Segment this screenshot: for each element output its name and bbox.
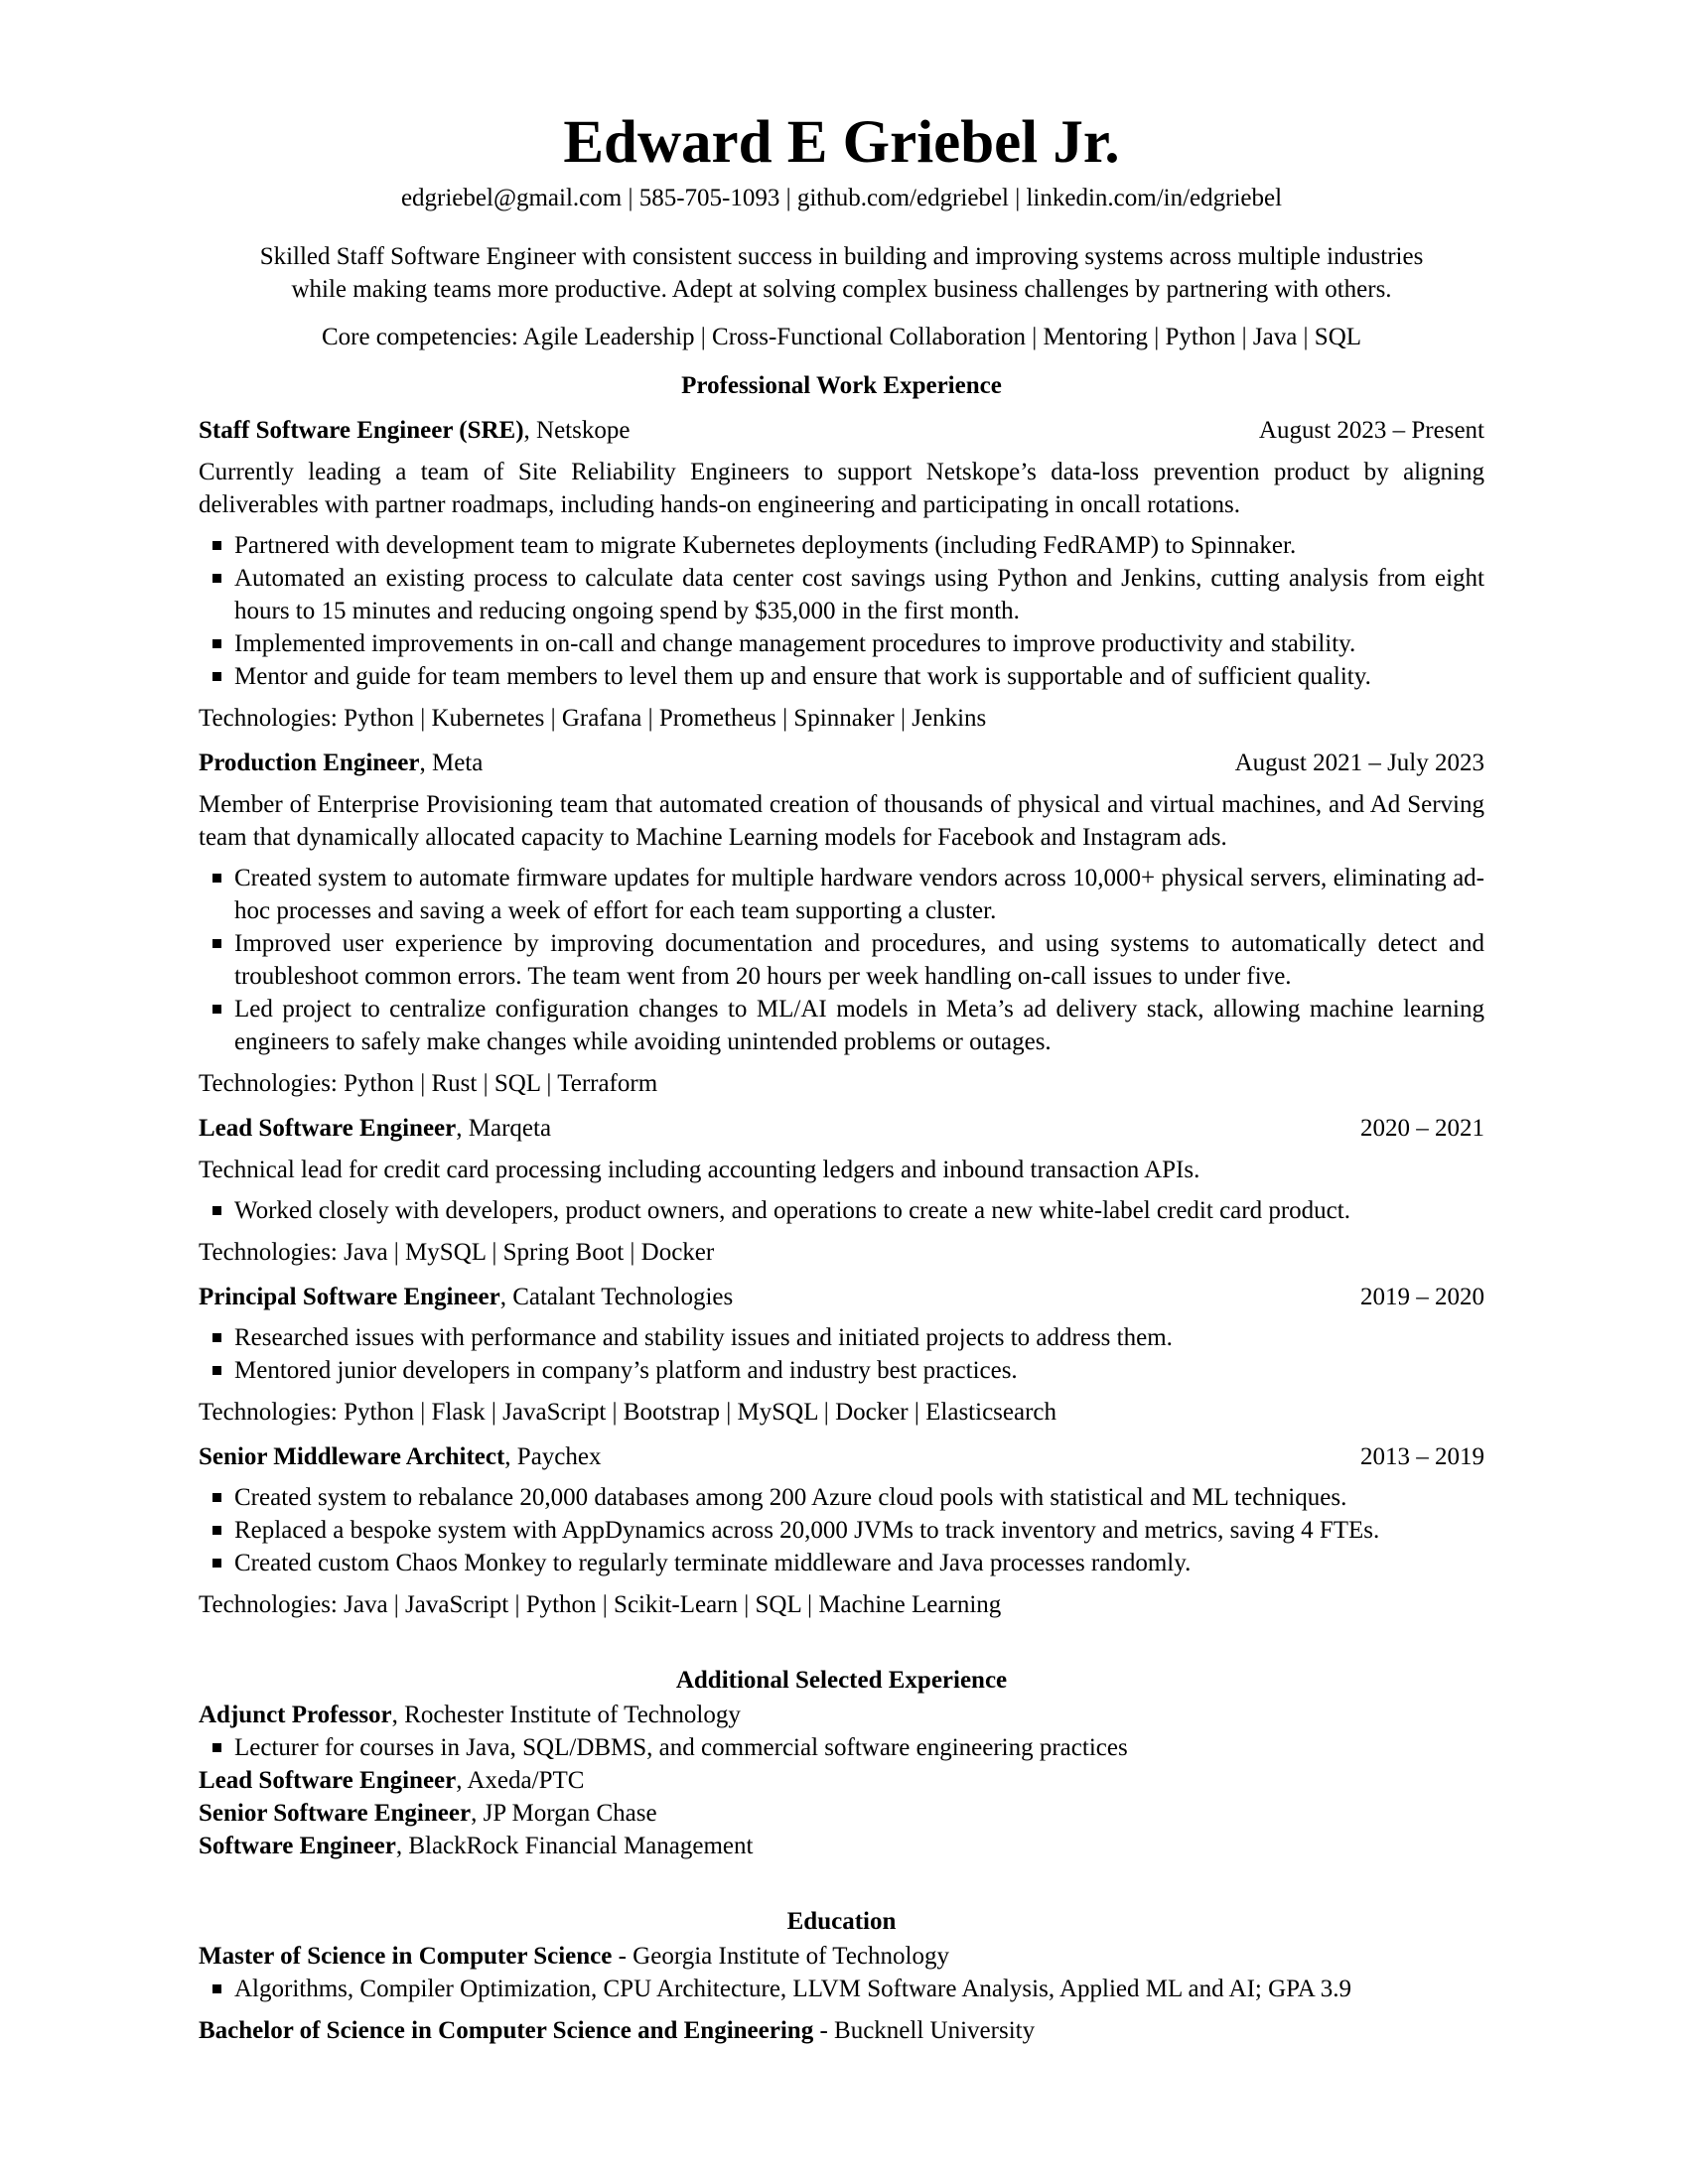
job-description: Member of Enterprise Provisioning team that automated creation of thousands of physical and virtual machines, and Ad Serving team that dynamically allocated capacity to Machine Learning models for Facebook and Instagram ads. [199,791,1484,851]
section-title-additional: Additional Selected Experience [675,1667,1008,1694]
job-company: , Netskope [523,417,631,444]
job-technologies: Technologies: Java | JavaScript | Python | Scikit-Learn | SQL | Machine Learning [199,1591,1002,1618]
job-title: Production Engineer [199,750,420,776]
additional-title: Lead Software Engineer [199,1767,457,1794]
bullet-item: Created system to automate firmware updates for multiple hardware vendors across 10,000+ physical servers, eliminating ad-hoc processes and saving a week of effort for each team supporting a cluster. [199,862,1484,927]
job-bullets [199,862,1484,1058]
additional-title: Senior Software Engineer [199,1800,472,1827]
school: - Bucknell University [813,2017,1036,2044]
square-bullet-icon [212,639,221,648]
contact-line: edgriebel@gmail.com | 585-705-1093 | github.com/edgriebel | linkedin.com/in/edgriebel [400,185,1283,211]
bullet-item: Worked closely with developers, product owners, and operations to create a new white-label credit card product. [199,1194,1484,1227]
job-role [199,414,630,447]
education-bullets [199,1973,1484,2005]
bullet-item: Researched issues with performance and stability issues and initiated projects to address them. [199,1321,1484,1354]
job-company: , Paychex [504,1443,602,1470]
square-bullet-icon [212,574,221,583]
job-entry [199,747,1484,1100]
summary-line: while making teams more productive. Adept at solving complex business challenges by partnering with others. [291,276,1392,303]
job-technologies: Technologies: Java | MySQL | Spring Boot | Docker [199,1239,715,1266]
job-header [199,747,1484,779]
job-entry [199,414,1484,735]
additional-org: , JP Morgan Chase [471,1800,657,1827]
bullet-item: Partnered with development team to migrate Kubernetes deployments (including FedRAMP) to Spinnaker. [199,529,1484,562]
job-bullets [199,529,1484,693]
job-title: Staff Software Engineer (SRE) [199,417,524,444]
square-bullet-icon [212,1005,221,1014]
job-description: Technical lead for credit card processing including accounting ledgers and inbound transaction APIs. [199,1157,1200,1183]
job-dates: August 2023 – Present [1258,417,1484,444]
job-technologies: Technologies: Python | Rust | SQL | Terraform [199,1070,658,1097]
bullet-item: Mentor and guide for team members to level them up and ensure that work is supportable and of sufficient quality. [199,660,1484,693]
job-dates: 2013 – 2019 [1360,1443,1484,1470]
job-technologies: Technologies: Python | Kubernetes | Grafana | Prometheus | Spinnaker | Jenkins [199,705,987,732]
additional-title: Software Engineer [199,1833,396,1859]
additional-item [199,1764,1484,1797]
degree: Master of Science in Computer Science [199,1943,613,1970]
core-competencies: Core competencies: Agile Leadership | Cross-Functional Collaboration | Mentoring | Python | Java | SQL [321,324,1362,350]
bullet-item: Improved user experience by improving documentation and procedures, and using systems to automatically detect and troubleshoot common errors. The team went from 20 hours per week handling on-call issues to under five. [199,927,1484,993]
bullet-item: Created system to rebalance 20,000 databases among 200 Azure cloud pools with statistical and ML techniques. [199,1481,1484,1514]
job-title: Senior Middleware Architect [199,1443,505,1470]
job-description: Currently leading a team of Site Reliability Engineers to support Netskope’s data-loss prevention product by aligning deliverables with partner roadmaps, including hands-on engineering and participating in oncall rotations. [199,459,1484,518]
job-dates: 2020 – 2021 [1360,1115,1484,1142]
square-bullet-icon [212,1984,221,1993]
square-bullet-icon [212,1559,221,1568]
resume-content [199,107,1484,2047]
square-bullet-icon [212,541,221,550]
additional-org: , Axeda/PTC [456,1767,585,1794]
bullet-item: Mentored junior developers in company’s platform and industry best practices. [199,1354,1484,1387]
square-bullet-icon [212,1333,221,1342]
job-company: , Meta [419,750,484,776]
additional-bullets [199,1731,1484,1764]
bullet-item: Automated an existing process to calculate data center cost savings using Python and Jenkins, cutting analysis from eight hours to 15 minutes and reducing ongoing spend by $35,000 in the first month. [199,562,1484,627]
job-company: , Marqeta [456,1115,552,1142]
job-title: Lead Software Engineer [199,1115,457,1142]
job-entry [199,1281,1484,1429]
job-header [199,1440,1484,1473]
bullet-item: Implemented improvements in on-call and change management procedures to improve productivity and stability. [199,627,1484,660]
square-bullet-icon [212,874,221,883]
square-bullet-icon [212,1493,221,1502]
education-item [199,2014,1484,2047]
additional-org: , Rochester Institute of Technology [391,1702,741,1728]
degree: Bachelor of Science in Computer Science and Engineering [199,2017,814,2044]
job-bullets [199,1481,1484,1579]
section-title-work: Professional Work Experience [681,372,1002,399]
section-title-education: Education [786,1908,897,1935]
square-bullet-icon [212,1206,221,1215]
job-bullets [199,1321,1484,1387]
education-item [199,1940,1484,1973]
square-bullet-icon [212,939,221,948]
job-title: Principal Software Engineer [199,1284,500,1310]
summary [199,240,1484,306]
bullet-item: Led project to centralize configuration changes to ML/AI models in Meta’s ad delivery stack, allowing machine learning engineers to safely make changes while avoiding unintended problems or outages. [199,993,1484,1058]
square-bullet-icon [212,1526,221,1535]
bullet-item: Lecturer for courses in Java, SQL/DBMS, and commercial software engineering practices [199,1731,1484,1764]
job-role [199,1440,602,1473]
job-company: , Catalant Technologies [499,1284,734,1310]
job-entry [199,1112,1484,1269]
additional-item [199,1830,1484,1862]
job-header [199,414,1484,447]
bullet-item: Created custom Chaos Monkey to regularly terminate middleware and Java processes randomly. [199,1547,1484,1579]
additional-org: , BlackRock Financial Management [395,1833,754,1859]
square-bullet-icon [212,1743,221,1752]
candidate-name: Edward E Griebel Jr. [563,109,1120,176]
square-bullet-icon [212,1366,221,1375]
bullet-item: Replaced a bespoke system with AppDynamics across 20,000 JVMs to track inventory and metrics, saving 4 FTEs. [199,1514,1484,1547]
additional-item [199,1699,1484,1731]
summary-line: Skilled Staff Software Engineer with consistent success in building and improving systems across multiple industries [259,243,1424,270]
job-bullets [199,1194,1484,1227]
additional-experience-list [199,1699,1484,1862]
job-dates: August 2021 – July 2023 [1234,750,1484,776]
job-dates: 2019 – 2020 [1360,1284,1484,1310]
education-list [199,1940,1484,2047]
job-header [199,1112,1484,1145]
additional-item [199,1797,1484,1830]
school: - Georgia Institute of Technology [612,1943,949,1970]
additional-title: Adjunct Professor [199,1702,392,1728]
job-role [199,747,483,779]
job-header [199,1281,1484,1313]
bullet-item: Algorithms, Compiler Optimization, CPU Architecture, LLVM Software Analysis, Applied ML and AI; GPA 3.9 [199,1973,1484,2005]
job-role [199,1112,551,1145]
job-role [199,1281,733,1313]
job-technologies: Technologies: Python | Flask | JavaScript | Bootstrap | MySQL | Docker | Elasticsearch [199,1399,1057,1426]
job-entry [199,1440,1484,1621]
square-bullet-icon [212,672,221,681]
